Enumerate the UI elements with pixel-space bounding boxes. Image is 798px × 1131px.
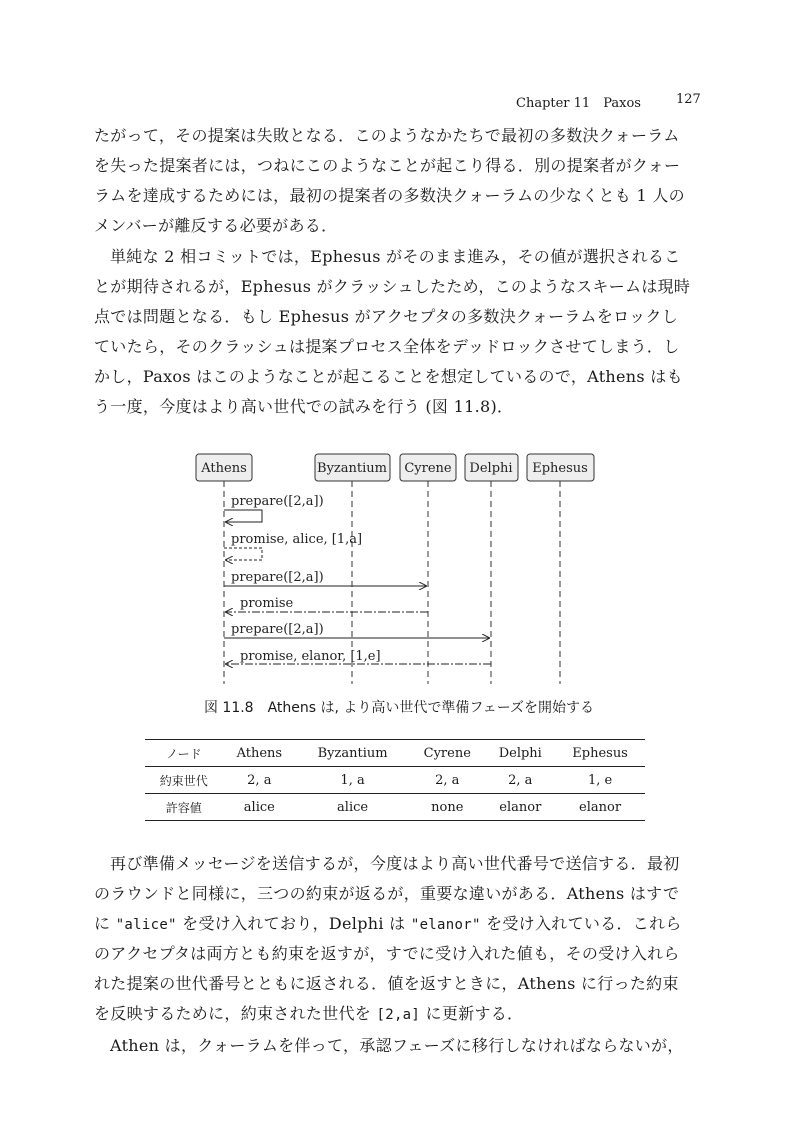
inline-code: "alice" (115, 917, 177, 933)
text-line: れた提案の世代番号とともに返される．値を返すときに，Athens に行った約束 (94, 974, 679, 993)
column-header: Cyrene (423, 745, 471, 761)
table-row (145, 767, 645, 794)
message-arrow (224, 548, 262, 560)
column-header: Ephesus (572, 745, 628, 761)
column-header: Athens (236, 745, 283, 761)
text-line: 再び準備メッセージを送信するが，今度はより高い世代番号で送信する．最初 (110, 854, 680, 873)
text-line: のアクセプタは両方とも約束を返すが，すでに受け入れた値も，その受け入れら (94, 944, 680, 963)
text-line: とが期待されるが，Ephesus がクラッシュしたため，このようなスキームは現時 (94, 277, 691, 296)
table-cell: alice (337, 799, 369, 815)
table-cell: 1, e (587, 772, 613, 788)
text-line (94, 909, 700, 939)
row-label: 約束世代 (159, 773, 208, 788)
text-line: メンバーが離反する必要がある． (94, 216, 338, 235)
text-line: 単純な 2 相コミットでは，Ephesus がそのまま進み，その値が選択されるこ (110, 247, 681, 266)
node-athens: Athens (201, 461, 247, 476)
node-ephesus: Ephesus (532, 461, 588, 476)
table-row (145, 794, 645, 821)
text-line: 点では問題となる．もし Ephesus がアクセプタの多数決クォーラムをロックし (94, 307, 679, 326)
text-line: を失った提案者には，つねにこのようなことが起こり得る．別の提案者がクォー (94, 156, 681, 175)
text-line: ラムを達成するためには，最初の提案者の多数決クォーラムの少なくとも 1 人の (94, 186, 685, 205)
text-run: を受け入れており，Delphi は (176, 914, 411, 933)
table-cell: 2, a (247, 772, 272, 788)
inline-code: "elanor" (410, 917, 481, 933)
message-label: prepare([2,a]) (231, 570, 324, 585)
node-delphi: Delphi (469, 461, 513, 476)
table-cell: elanor (499, 799, 542, 815)
column-header: Byzantium (317, 745, 388, 761)
message-arrow (224, 510, 262, 522)
node-state-table (145, 739, 645, 821)
figure-caption: 図 11.8 Athens は, より高い世代で準備フェーズを開始する (203, 700, 595, 716)
paragraph-2 (94, 242, 700, 422)
row-label: 許容値 (165, 800, 202, 815)
page-number: 127 (676, 92, 701, 107)
text-line: ていたら，そのクラッシュは提案プロセス全体をデッドロックさせてしまう．し (94, 337, 680, 356)
message-label: promise, elanor, [1,e] (240, 649, 381, 664)
table-cell: none (431, 799, 464, 815)
text-line: Athen は，クォーラムを伴って，承認フェーズに移行しなければならないが， (110, 1036, 684, 1055)
paragraph-4 (94, 1031, 700, 1061)
running-header (0, 92, 798, 112)
table-cell: elanor (579, 799, 622, 815)
node-byzantium: Byzantium (317, 461, 387, 476)
paragraph-3 (94, 849, 700, 1029)
node-cyrene: Cyrene (404, 461, 452, 476)
text-run: を受け入れている．これら (480, 914, 682, 933)
table-cell: 2, a (508, 772, 533, 788)
text-line: たがって，その提案は失敗となる．このようなかたちで最初の多数決クォーラム (94, 126, 680, 145)
text-run: を反映するために，約束された世代を (94, 1004, 377, 1023)
text-run: に (94, 914, 116, 933)
message-label: promise (240, 596, 294, 611)
message-label: promise, alice, [1,a] (231, 532, 363, 547)
column-header: ノード (165, 746, 202, 761)
text-line: のラウンドと同様に，三つの約束が返るが，重要な違いがある．Athens はすで (94, 884, 680, 903)
text-line: う一度，今度はより高い世代での試みを行う (図 11.8)． (94, 397, 514, 416)
sequence-diagram (180, 448, 620, 688)
table-cell: alice (243, 799, 275, 815)
text-run: に更新する． (420, 1004, 524, 1023)
message-label: prepare([2,a]) (231, 622, 324, 637)
column-header: Delphi (498, 745, 542, 761)
inline-code: [2,a] (376, 1007, 421, 1023)
paragraph-1 (94, 121, 700, 241)
text-line (94, 999, 700, 1029)
message-label: prepare([2,a]) (231, 494, 324, 509)
table-cell: 2, a (435, 772, 460, 788)
table-header-row (145, 740, 645, 767)
table-cell: 1, a (340, 772, 365, 788)
chapter-title: Chapter 11 Paxos (516, 96, 641, 111)
text-line: かし，Paxos はこのようなことが起こることを想定しているので，Athens はも (94, 367, 683, 386)
